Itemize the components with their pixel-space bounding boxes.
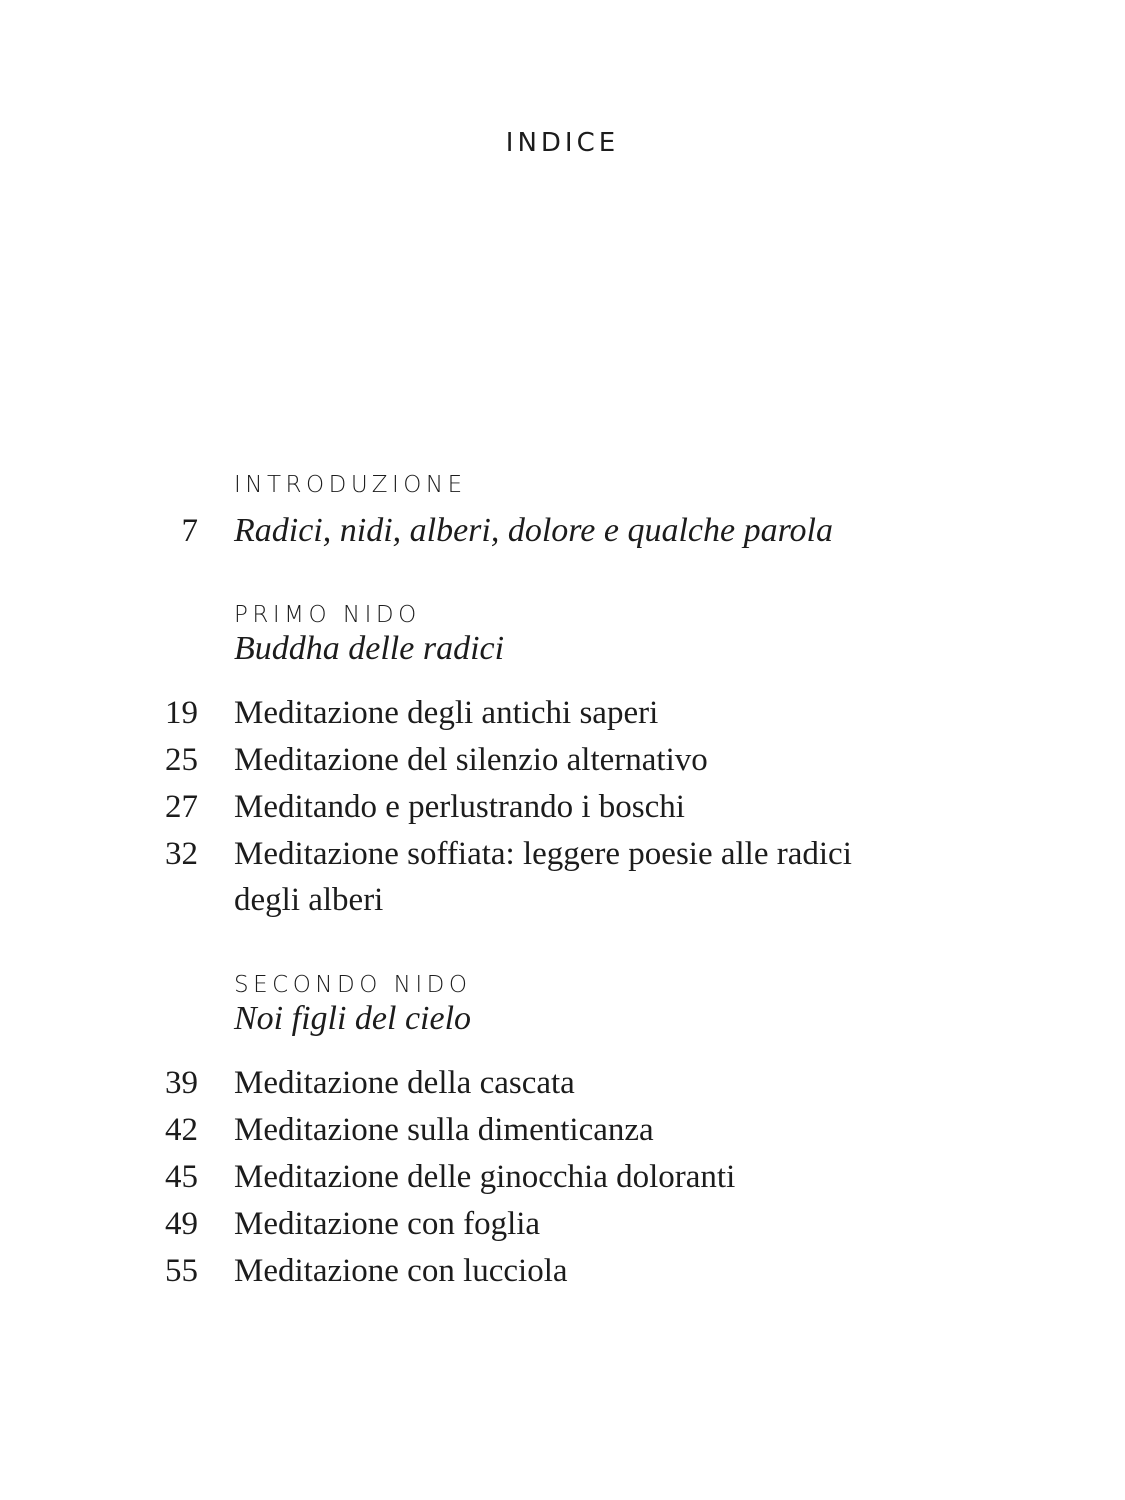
entry-title: Meditazione del silenzio alternativo (234, 742, 708, 778)
entry-title: Meditazione con lucciola (234, 1253, 568, 1289)
toc-entry-introduzione[interactable] (0, 508, 1125, 554)
entry-title: Meditazione della cascata (234, 1065, 575, 1101)
section-title-secondo-nido: Noi figli del cielo (234, 1000, 472, 1037)
toc-entry[interactable] (0, 1248, 1125, 1294)
toc-entry[interactable] (0, 784, 1125, 830)
toc-entry[interactable] (0, 737, 1125, 783)
entry-page-number: 25 (165, 742, 198, 778)
entry-page-number: 49 (165, 1206, 198, 1242)
entry-page-number: 39 (165, 1065, 198, 1101)
entry-title: Meditazione con foglia (234, 1206, 541, 1242)
toc-entry[interactable] (0, 831, 1125, 925)
toc-entry[interactable] (0, 1060, 1125, 1106)
section-label-primo-nido: PRIMO NIDO (234, 602, 421, 628)
toc-entry[interactable] (0, 1201, 1125, 1247)
section-label-secondo-nido: SECONDO NIDO (234, 972, 472, 998)
entry-title: Meditazione degli antichi saperi (234, 695, 659, 731)
toc-entry[interactable] (0, 690, 1125, 736)
entry-title: Meditazione soffiata: leggere poesie alle radici degli alberi (234, 836, 852, 918)
entry-title: Meditazione delle ginocchia doloranti (234, 1159, 736, 1195)
toc-entry[interactable] (0, 1107, 1125, 1153)
entry-title: Meditando e perlustrando i boschi (234, 789, 685, 825)
toc-entry[interactable] (0, 1154, 1125, 1200)
entry-page-number: 7 (181, 513, 198, 549)
section-title-primo-nido: Buddha delle radici (234, 630, 505, 667)
entry-page-number: 19 (165, 695, 198, 731)
entry-title: Meditazione sulla dimenticanza (234, 1112, 654, 1148)
entry-page-number: 32 (165, 836, 198, 872)
entry-page-number: 27 (165, 789, 198, 825)
section-label-introduzione: INTRODUZIONE (234, 472, 467, 498)
entry-title: Radici, nidi, alberi, dolore e qualche parola (234, 512, 834, 549)
entry-page-number: 55 (165, 1253, 198, 1289)
page-title: INDICE (505, 128, 620, 158)
entry-page-number: 45 (165, 1159, 198, 1195)
entry-page-number: 42 (165, 1112, 198, 1148)
